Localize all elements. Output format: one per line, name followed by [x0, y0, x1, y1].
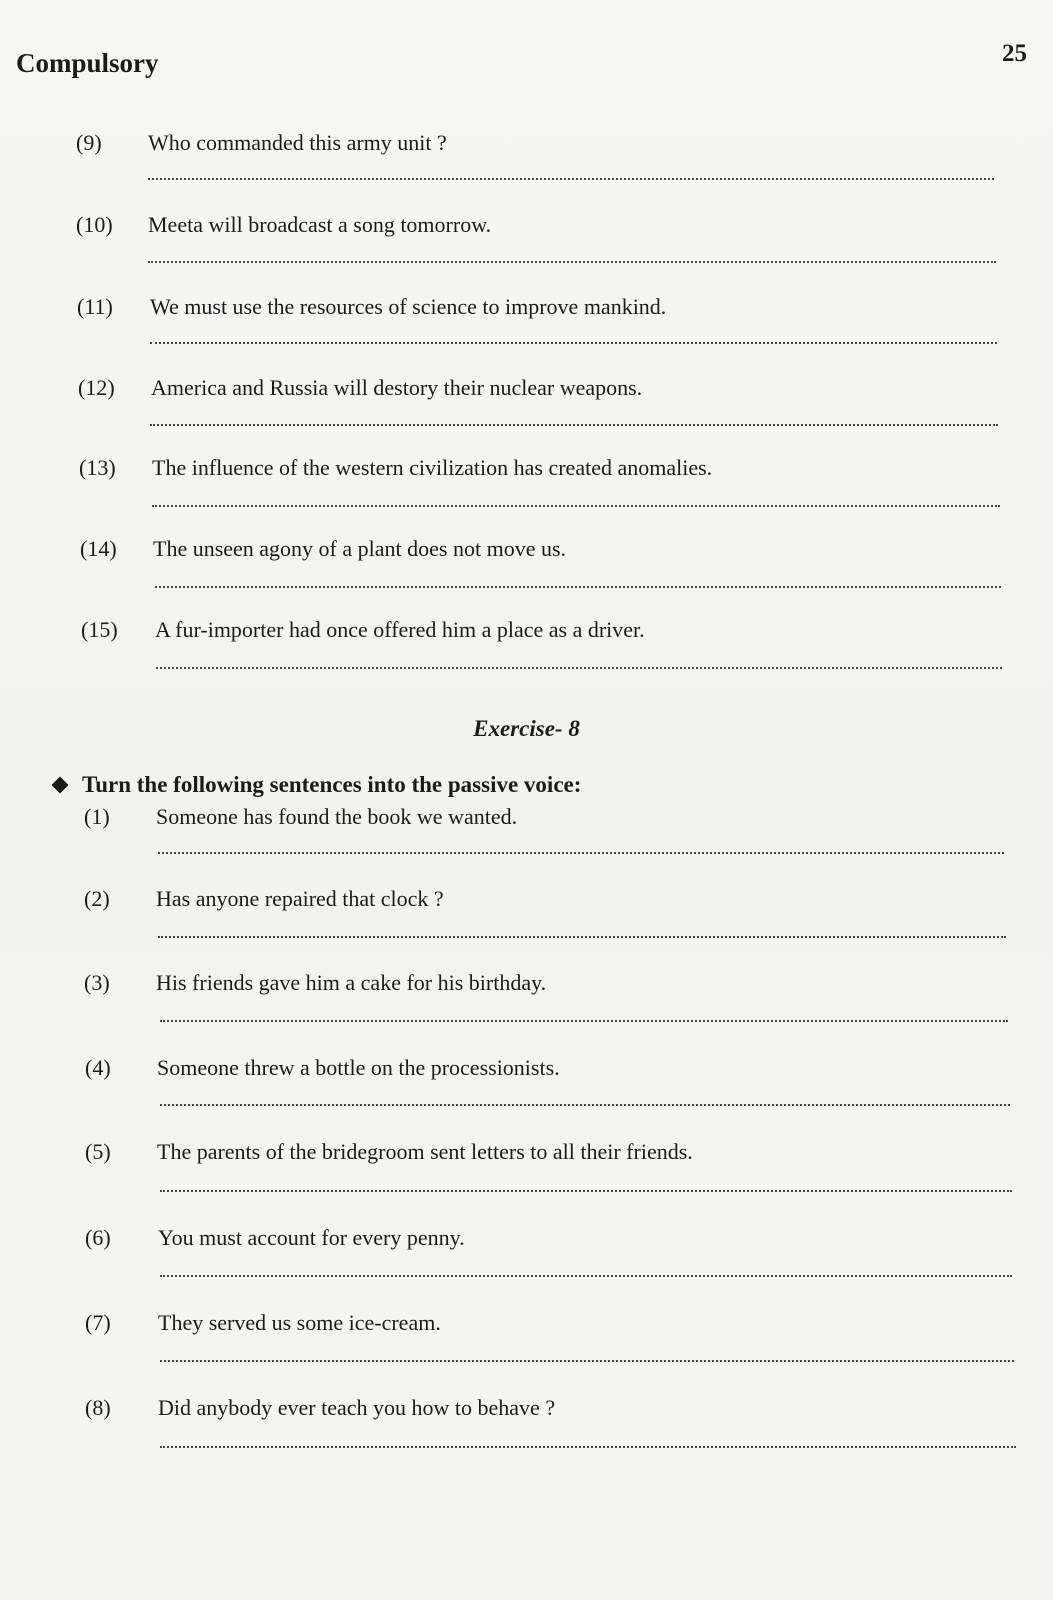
item-number: (6): [85, 1225, 111, 1250]
item-sentence: The unseen agony of a plant does not move us.: [153, 536, 567, 561]
answer-line[interactable]: [148, 261, 996, 263]
item-number: (15): [81, 617, 118, 642]
item-sentence: Did anybody ever teach you how to behave ?: [158, 1395, 556, 1420]
answer-line[interactable]: [155, 586, 1001, 588]
item-sentence: America and Russia will destory their nuclear weapons.: [151, 375, 643, 400]
page-number: 25: [1002, 40, 1027, 67]
item-number: (2): [84, 886, 110, 911]
answer-line[interactable]: [158, 936, 1006, 938]
item-number: (4): [85, 1055, 111, 1080]
item-number: (14): [80, 536, 117, 561]
item-sentence: We must use the resources of science to improve mankind.: [150, 294, 667, 319]
item-sentence: The parents of the bridegroom sent letters to all their friends.: [157, 1139, 693, 1164]
answer-line[interactable]: [156, 667, 1002, 669]
diamond-bullet-icon: [52, 777, 69, 794]
exercise-title: Exercise- 8: [473, 716, 580, 741]
item-number: (7): [85, 1310, 111, 1335]
item-number: (11): [77, 294, 113, 319]
exercise-instruction: [50, 772, 581, 798]
answer-line[interactable]: [150, 342, 997, 344]
item-number: (10): [76, 212, 113, 237]
item-number: (5): [85, 1139, 111, 1164]
item-number: (3): [84, 970, 110, 995]
item-sentence: Someone has found the book we wanted.: [156, 804, 518, 829]
item-sentence: You must account for every penny.: [158, 1225, 465, 1250]
answer-line[interactable]: [148, 178, 994, 180]
item-sentence: A fur-importer had once offered him a place as a driver.: [155, 617, 645, 642]
instruction-text: Turn the following sentences into the passive voice:: [82, 772, 582, 797]
item-number: (1): [84, 804, 110, 829]
item-sentence: Someone threw a bottle on the processionists.: [157, 1055, 560, 1080]
answer-line[interactable]: [158, 852, 1004, 854]
answer-line[interactable]: [160, 1190, 1012, 1192]
running-head: Compulsory: [16, 48, 159, 78]
item-sentence: Meeta will broadcast a song tomorrow.: [148, 212, 492, 237]
answer-line[interactable]: [160, 1446, 1016, 1448]
item-sentence: Has anyone repaired that clock ?: [156, 886, 444, 911]
answer-line[interactable]: [152, 505, 1000, 507]
item-sentence: Who commanded this army unit ?: [148, 130, 447, 155]
answer-line[interactable]: [160, 1104, 1010, 1106]
answer-line[interactable]: [160, 1275, 1012, 1277]
item-sentence: His friends gave him a cake for his birthday.: [156, 970, 547, 995]
item-number: (12): [78, 375, 115, 400]
item-sentence: The influence of the western civilization has created anomalies.: [152, 455, 713, 480]
item-number: (13): [79, 455, 116, 480]
item-number: (9): [76, 130, 102, 155]
item-number: (8): [85, 1395, 111, 1420]
answer-line[interactable]: [160, 1360, 1014, 1362]
answer-line[interactable]: [160, 1020, 1008, 1022]
answer-line[interactable]: [150, 424, 998, 426]
item-sentence: They served us some ice-cream.: [158, 1310, 441, 1335]
